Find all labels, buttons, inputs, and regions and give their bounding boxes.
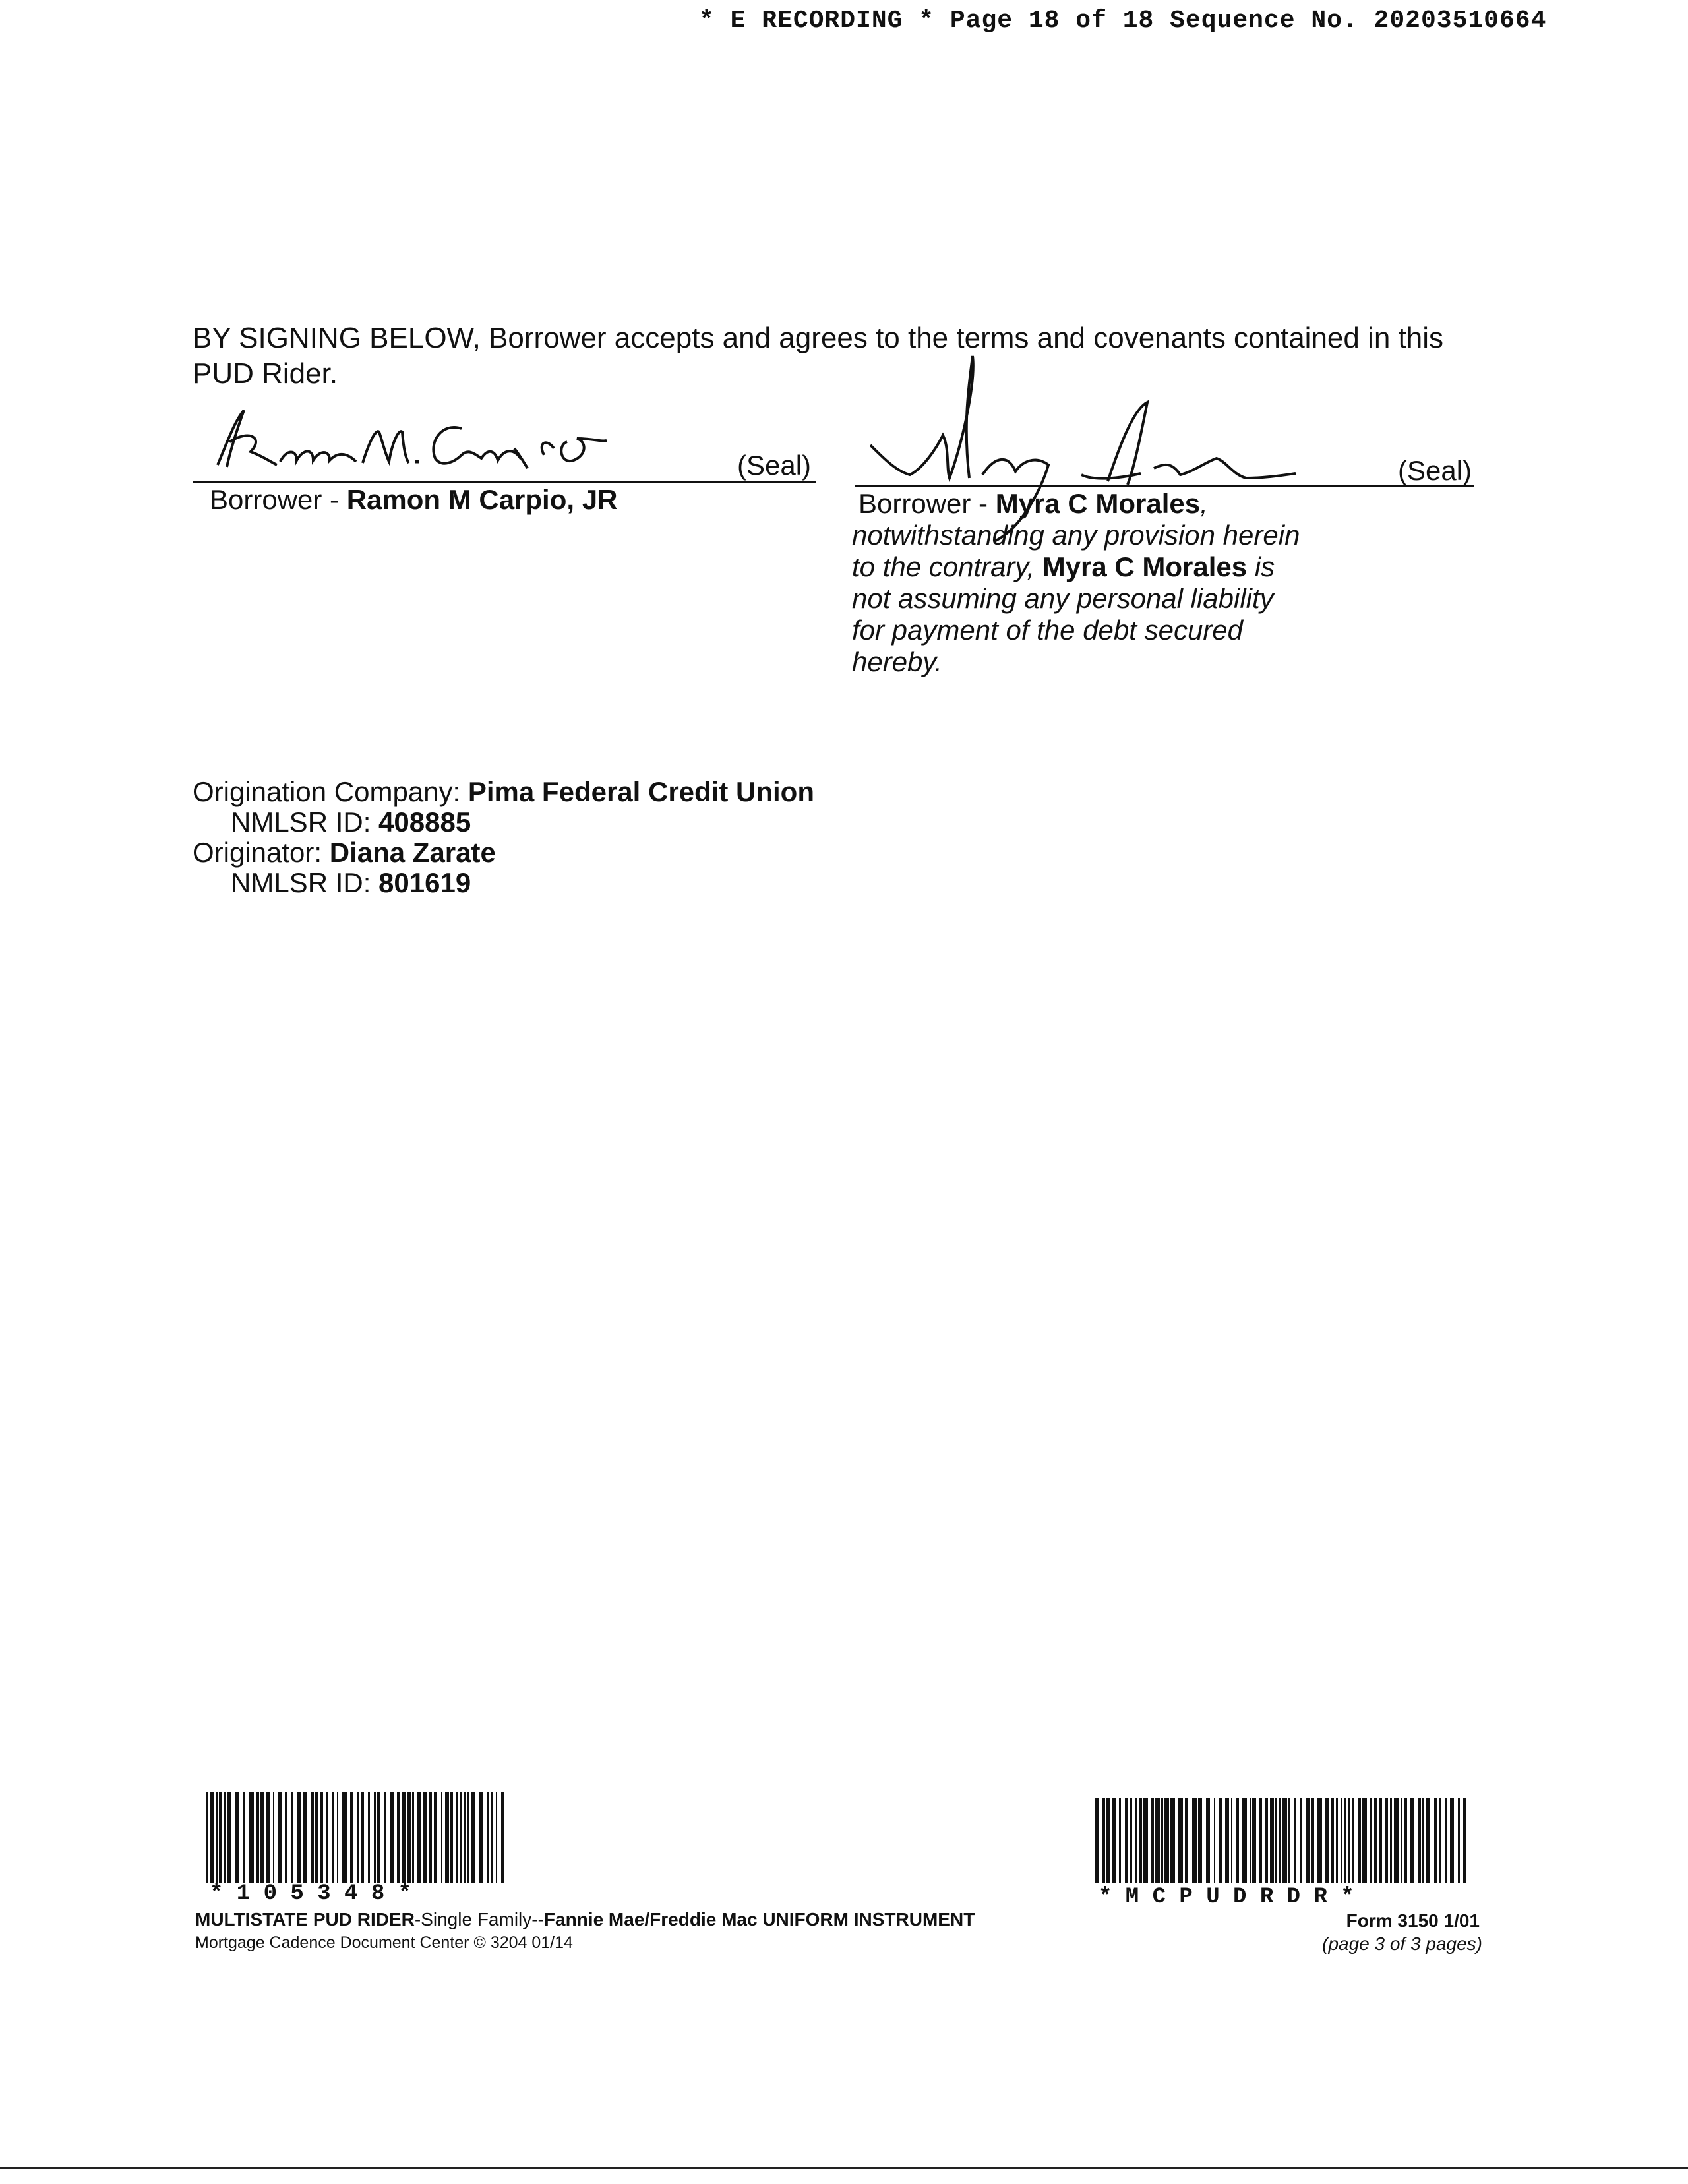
barcode-bar — [1445, 1798, 1447, 1883]
barcode-bar — [471, 1792, 475, 1883]
barcode-bar — [1106, 1798, 1110, 1883]
barcode-bar — [303, 1792, 307, 1883]
barcode-right-text: * M C P U D R D R * — [1099, 1885, 1354, 1910]
barcode-bar — [1379, 1798, 1382, 1883]
borrower-signature-ramon — [198, 402, 620, 481]
barcode-bar — [243, 1792, 245, 1883]
barcode-bar — [224, 1792, 226, 1883]
footer-title-bold-b: Fannie Mae/Freddie Mac UNIFORM INSTRUMENT — [543, 1909, 975, 1929]
footer-form-title — [195, 1909, 975, 1930]
barcode-bar — [1458, 1798, 1460, 1883]
barcode-bar — [368, 1792, 370, 1883]
footer-title-bold-a: MULTISTATE PUD RIDER — [195, 1909, 415, 1929]
barcode-bar — [311, 1792, 314, 1883]
barcode-bar — [1336, 1798, 1338, 1883]
originator-line — [193, 837, 496, 868]
barcode-bar — [260, 1792, 264, 1883]
barcode-bar — [487, 1792, 489, 1883]
barcode-bar — [417, 1792, 421, 1883]
borrower-signature-line-right — [855, 485, 1474, 487]
barcode-bar — [390, 1792, 394, 1883]
barcode-bar — [1434, 1798, 1437, 1883]
borrower-prefix: Borrower - — [210, 484, 347, 515]
originator-nmlsr-id: 801619 — [378, 867, 471, 898]
barcode-bar — [1155, 1798, 1160, 1883]
company-nmlsr-label: NMLSR ID: — [231, 806, 379, 837]
barcode-bar — [1341, 1798, 1342, 1883]
barcode-bar — [1259, 1798, 1262, 1883]
barcode-bar — [496, 1792, 497, 1883]
barcode-bar — [407, 1792, 411, 1883]
seal-label-left: (Seal) — [737, 450, 812, 481]
origination-company-line — [193, 777, 814, 807]
barcode-bar — [1236, 1798, 1239, 1883]
barcode-bar — [1112, 1798, 1116, 1883]
barcode-bar — [1410, 1798, 1414, 1883]
borrower-name-ramon: Ramon M Carpio, JR — [346, 484, 618, 515]
company-nmlsr-id: 408885 — [378, 806, 471, 837]
barcode-bar — [1119, 1798, 1121, 1883]
barcode-bar — [1317, 1798, 1322, 1883]
barcode-bar — [501, 1792, 504, 1883]
barcode-bar — [1198, 1798, 1202, 1883]
barcode-bar — [1352, 1798, 1354, 1883]
barcode-bar — [1422, 1798, 1424, 1883]
barcode-bar — [1374, 1798, 1377, 1883]
barcode-bar — [1362, 1798, 1367, 1883]
barcode-bar — [326, 1792, 328, 1883]
barcode-bar — [1358, 1798, 1361, 1883]
barcode-bar — [397, 1792, 400, 1883]
barcode-bar — [206, 1792, 208, 1883]
barcode-bar — [297, 1792, 301, 1883]
seal-label-right: (Seal) — [1398, 455, 1472, 486]
barcode-bar — [460, 1792, 462, 1883]
barcode-bar — [1394, 1798, 1399, 1883]
barcode-bar — [350, 1792, 353, 1883]
originator-nmlsr-label: NMLSR ID: — [231, 867, 379, 898]
barcode-bar — [1102, 1798, 1105, 1883]
barcode-bar — [278, 1792, 282, 1883]
barcode-bar — [1185, 1798, 1188, 1883]
barcode-bar — [1164, 1798, 1169, 1883]
borrower-prefix-right: Borrower - — [859, 488, 996, 519]
barcode-bar — [479, 1792, 483, 1883]
barcode-bar — [1206, 1798, 1210, 1883]
barcode-left — [206, 1792, 506, 1883]
recording-header: * E RECORDING * Page 18 of 18 Sequence No. 20203510664 — [699, 7, 1547, 35]
barcode-bar — [412, 1792, 414, 1883]
barcode-bar — [1143, 1798, 1148, 1883]
barcode-bar — [285, 1792, 287, 1883]
originator-label: Originator: — [193, 837, 330, 868]
barcode-bar — [1139, 1798, 1142, 1883]
barcode-bar — [1275, 1798, 1277, 1883]
barcode-bar — [1450, 1798, 1454, 1883]
form-number: Form 3150 1/01 — [1346, 1910, 1480, 1931]
barcode-bar — [320, 1792, 323, 1883]
barcode-bar — [1192, 1798, 1197, 1883]
barcode-bar — [402, 1792, 406, 1883]
barcode-bar — [464, 1792, 466, 1883]
barcode-bar — [266, 1792, 270, 1883]
barcode-bar — [342, 1792, 347, 1883]
barcode-bar — [1418, 1798, 1421, 1883]
barcode-bar — [357, 1792, 359, 1883]
barcode-bar — [315, 1792, 318, 1883]
barcode-bar — [1095, 1798, 1099, 1883]
page-count: (page 3 of 3 pages) — [1322, 1933, 1482, 1954]
barcode-bar — [332, 1792, 334, 1883]
barcode-bar — [429, 1792, 432, 1883]
barcode-bar — [1135, 1798, 1137, 1883]
barcode-left-text: * 1 0 5 3 4 8 * — [210, 1881, 412, 1906]
barcode-bar — [384, 1792, 386, 1883]
barcode-bar — [1426, 1798, 1430, 1883]
barcode-bar — [1294, 1798, 1296, 1883]
barcode-bar — [337, 1792, 338, 1883]
barcode-bar — [1325, 1798, 1329, 1883]
barcode-bar — [1161, 1798, 1163, 1883]
barcode-bar — [361, 1792, 364, 1883]
barcode-bar — [1404, 1798, 1407, 1883]
barcode-bar — [256, 1792, 259, 1883]
barcode-bar — [1344, 1798, 1346, 1883]
barcode-bar — [1130, 1798, 1132, 1883]
barcode-bar — [1390, 1798, 1392, 1883]
barcode-bar — [1225, 1798, 1229, 1883]
barcode-bar — [1250, 1798, 1251, 1883]
originator-nmlsr-line — [231, 868, 471, 898]
barcode-bar — [219, 1792, 222, 1883]
barcode-bar — [377, 1792, 380, 1883]
bottom-rule — [0, 2167, 1688, 2169]
barcode-bar — [423, 1792, 427, 1883]
barcode-bar — [1265, 1798, 1268, 1883]
barcode-bar — [1219, 1798, 1222, 1883]
barcode-bar — [1231, 1798, 1232, 1883]
barcode-bar — [1348, 1798, 1350, 1883]
barcode-bar — [1370, 1798, 1372, 1883]
barcode-bar — [1331, 1798, 1334, 1883]
barcode-bar — [1288, 1798, 1290, 1883]
origination-company-label: Origination Company: — [193, 776, 468, 807]
barcode-bar — [434, 1792, 437, 1883]
barcode-bar — [1463, 1798, 1466, 1883]
borrower-name-myra: Myra C Morales — [995, 488, 1201, 519]
barcode-bar — [1170, 1798, 1175, 1883]
barcode-bar — [1282, 1798, 1287, 1883]
liability-note-name: Myra C Morales — [1042, 551, 1248, 582]
liability-note-a: , notwithstanding any provision herein to the contrary, — [852, 488, 1300, 582]
origination-company-name: Pima Federal Credit Union — [467, 776, 814, 807]
barcode-bar — [1300, 1798, 1302, 1883]
barcode-bar — [216, 1792, 218, 1883]
borrower-signature-line-left — [193, 481, 816, 483]
barcode-bar — [1270, 1798, 1274, 1883]
barcode-bar — [456, 1792, 458, 1883]
barcode-bar — [1252, 1798, 1256, 1883]
barcode-bar — [441, 1792, 442, 1883]
footer-title-normal: -Single Family-- — [414, 1909, 544, 1929]
barcode-right — [1095, 1798, 1470, 1883]
barcode-bar — [491, 1792, 493, 1883]
barcode-bar — [1242, 1798, 1247, 1883]
barcode-bar — [445, 1792, 449, 1883]
barcode-bar — [235, 1792, 239, 1883]
barcode-bar — [450, 1792, 453, 1883]
barcode-bar — [374, 1792, 376, 1883]
barcode-bar — [1306, 1798, 1310, 1883]
barcode-bar — [1125, 1798, 1128, 1883]
barcode-bar — [1214, 1798, 1215, 1883]
barcode-bar — [1279, 1798, 1281, 1883]
borrower-caption-right — [852, 488, 1313, 678]
barcode-bar — [467, 1792, 469, 1883]
acceptance-statement: BY SIGNING BELOW, Borrower accepts and agrees to the terms and covenants contained in this PUD Rider. — [193, 322, 1444, 390]
barcode-bar — [291, 1792, 293, 1883]
borrower-caption-left — [210, 484, 617, 516]
barcode-bar — [1385, 1798, 1388, 1883]
liability-note-b: is not assuming any personal liability for payment of the debt secured hereby. — [852, 551, 1275, 677]
barcode-bar — [1401, 1798, 1402, 1883]
barcode-bar — [249, 1792, 254, 1883]
barcode-bar — [1151, 1798, 1154, 1883]
barcode-bar — [227, 1792, 231, 1883]
company-nmlsr-line — [231, 807, 471, 837]
barcode-bar — [273, 1792, 274, 1883]
barcode-bar — [1311, 1798, 1314, 1883]
barcode-bar — [1178, 1798, 1183, 1883]
footer-document-center: Mortgage Cadence Document Center © 3204 01/14 — [195, 1933, 573, 1952]
originator-name: Diana Zarate — [329, 837, 496, 868]
barcode-bar — [210, 1792, 214, 1883]
barcode-bar — [1439, 1798, 1441, 1883]
